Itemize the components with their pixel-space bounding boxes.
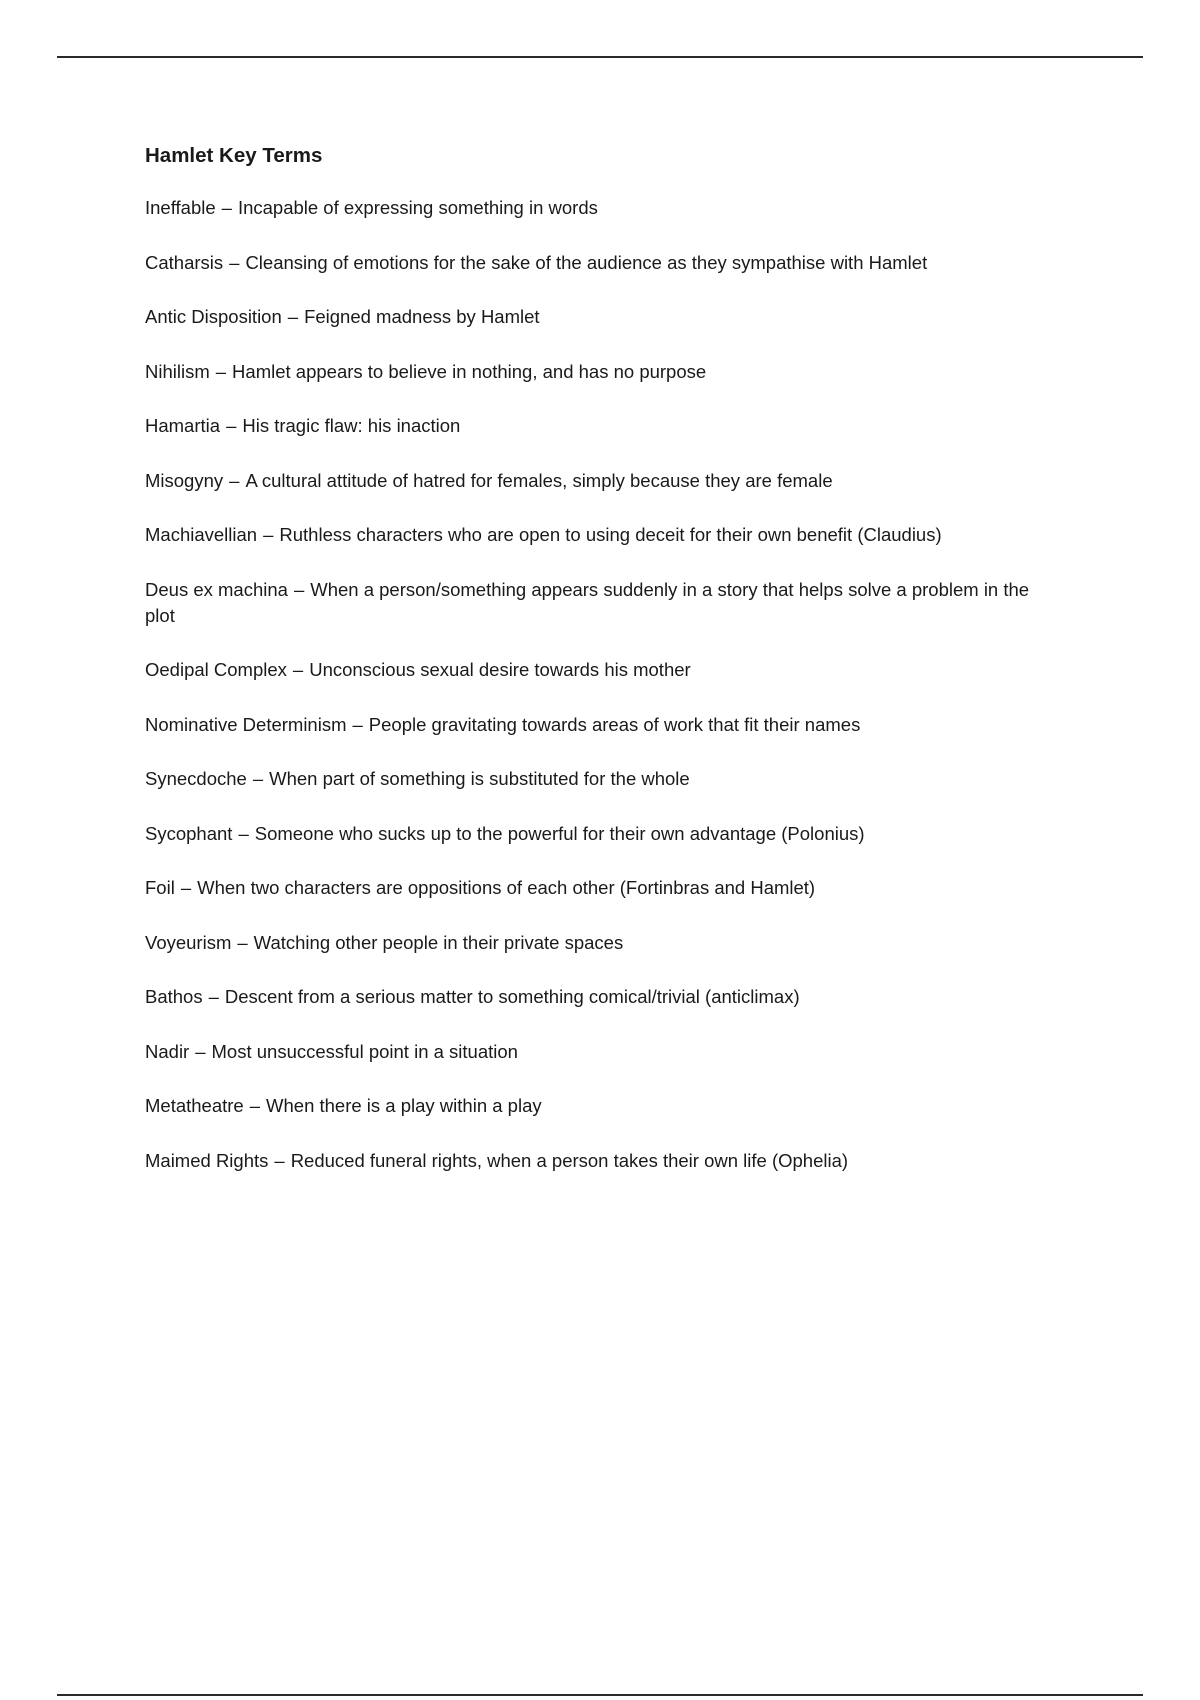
term-name: Foil: [145, 877, 175, 898]
term-entry: [145, 984, 1040, 1010]
term-definition: A cultural attitude of hatred for females, simply because they are female: [245, 469, 833, 491]
term-definition: Reduced funeral rights, when a person takes their own life (Ophelia): [290, 1149, 849, 1171]
term-entry: [145, 468, 1040, 494]
term-name: Machiavellian: [145, 524, 258, 545]
term-definition: Incapable of expressing something in words: [237, 197, 598, 218]
header-rule: [57, 56, 1143, 58]
term-name: Nihilism: [145, 360, 210, 382]
term-name: Antic Disposition: [145, 306, 282, 327]
term-separator: –: [252, 768, 264, 789]
term-name: Voyeurism: [145, 931, 232, 953]
term-entry: [145, 712, 1040, 738]
term-separator: –: [221, 197, 232, 218]
term-separator: –: [229, 469, 240, 491]
term-definition: When two characters are oppositions of each other (Fortinbras and Hamlet): [197, 877, 816, 898]
term-separator: –: [287, 306, 299, 327]
term-definition: Descent from a serious matter to something comical/trivial (anticlimax): [224, 986, 800, 1007]
term-name: Metatheatre: [145, 1095, 244, 1116]
term-name: Nadir: [145, 1040, 190, 1062]
term-entry: [145, 522, 1040, 548]
term-separator: –: [237, 931, 248, 953]
document-body: [145, 143, 1045, 1174]
term-definition: His tragic flaw: his inaction: [242, 415, 461, 436]
term-definition: When there is a play within a play: [266, 1095, 542, 1116]
term-name: Ineffable: [145, 197, 216, 218]
term-entry: [145, 250, 1040, 276]
term-name: Catharsis: [145, 251, 224, 273]
term-name: Misogyny: [145, 469, 224, 491]
term-name: Bathos: [145, 986, 203, 1007]
term-entry: [145, 1148, 1040, 1174]
term-entry: [145, 359, 1040, 385]
term-name: Nominative Determinism: [145, 713, 347, 735]
term-separator: –: [226, 415, 237, 436]
term-entry: [145, 195, 1040, 221]
term-definition: Someone who sucks up to the powerful for their own advantage (Polonius): [254, 822, 865, 844]
term-definition: Watching other people in their private spaces: [253, 931, 624, 953]
term-name: Oedipal Complex: [145, 659, 287, 680]
term-name: Deus ex machina: [145, 578, 288, 600]
term-definition: Hamlet appears to believe in nothing, and has no purpose: [232, 360, 707, 382]
term-separator: –: [263, 524, 274, 545]
term-separator: –: [215, 360, 227, 382]
term-entry: [145, 413, 1040, 439]
term-separator: –: [293, 578, 305, 600]
footer-rule: [57, 1694, 1143, 1696]
term-definition: Most unsuccessful point in a situation: [211, 1040, 518, 1062]
term-separator: –: [208, 986, 219, 1007]
term-separator: –: [180, 877, 192, 898]
terms-list: [145, 195, 1045, 1174]
term-separator: –: [274, 1149, 285, 1171]
term-entry: [145, 766, 1040, 792]
term-definition: When part of something is substituted for the whole: [269, 768, 690, 789]
term-definition: Feigned madness by Hamlet: [304, 306, 540, 327]
term-entry: [145, 657, 1040, 683]
page-title: Hamlet Key Terms: [145, 144, 323, 167]
term-separator: –: [352, 713, 363, 735]
term-entry: [145, 930, 1040, 956]
term-entry: [145, 1093, 1040, 1119]
term-separator: –: [229, 251, 240, 273]
term-entry: [145, 1039, 1040, 1065]
term-name: Sycophant: [145, 822, 233, 844]
term-entry: [145, 821, 1040, 847]
term-separator: –: [292, 659, 304, 680]
term-entry: [145, 577, 1040, 629]
term-definition: People gravitating towards areas of work that fit their names: [368, 713, 861, 735]
term-name: Synecdoche: [145, 768, 247, 789]
term-separator: –: [238, 822, 249, 844]
term-name: Maimed Rights: [145, 1149, 269, 1171]
term-name: Hamartia: [145, 415, 221, 436]
term-separator: –: [249, 1095, 261, 1116]
term-entry: [145, 304, 1040, 330]
term-entry: [145, 875, 1040, 901]
term-definition: When a person/something appears suddenly in a story that helps solve a problem in the plot: [145, 578, 1030, 626]
term-definition: Unconscious sexual desire towards his mother: [309, 659, 691, 680]
term-definition: Ruthless characters who are open to using deceit for their own benefit (Claudius): [279, 524, 942, 545]
term-separator: –: [195, 1040, 206, 1062]
term-definition: Cleansing of emotions for the sake of the audience as they sympathise with Hamlet: [245, 251, 928, 273]
